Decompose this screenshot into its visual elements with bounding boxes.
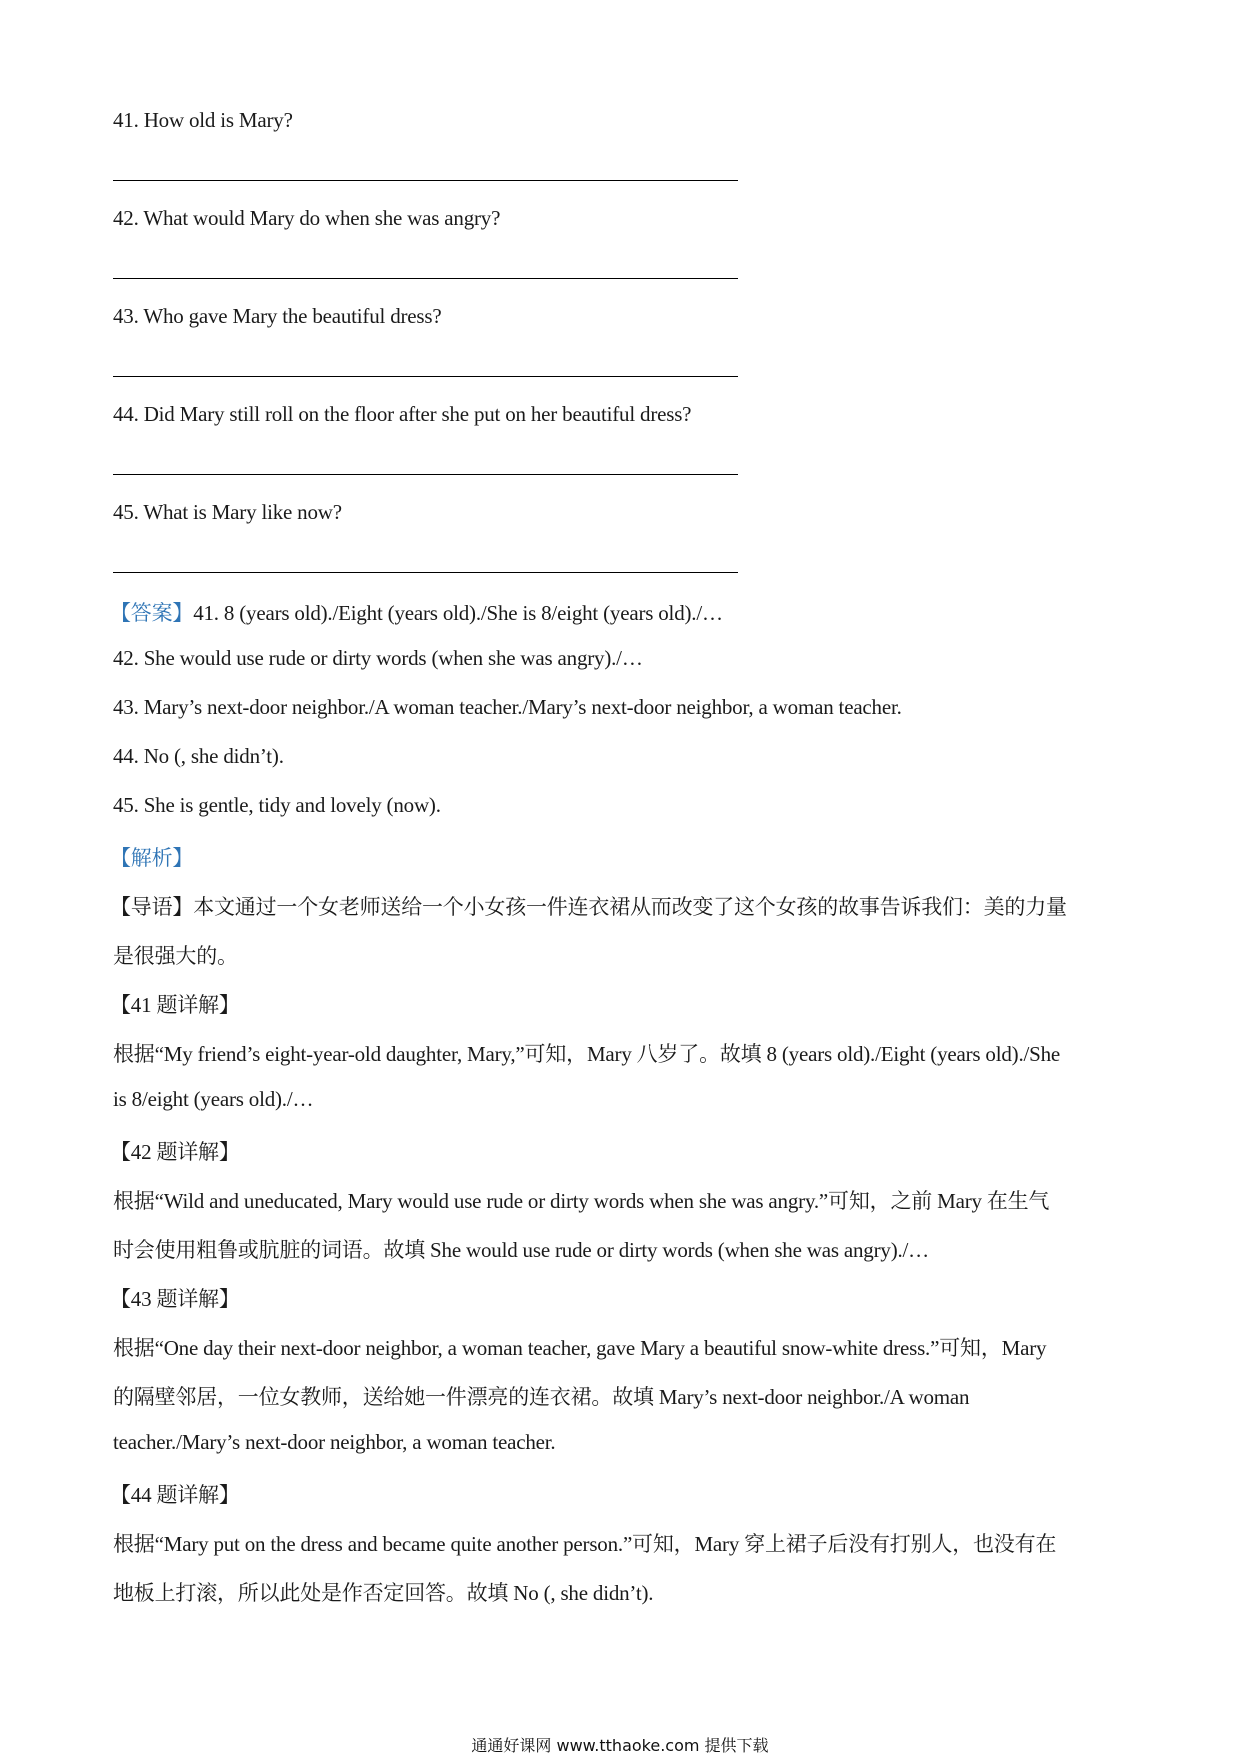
question-43: 43. Who gave Mary the beautiful dress? bbox=[113, 304, 442, 328]
q44-line-1: 根据“Mary put on the dress and became quite another person.”可知，Mary 穿上裙子后没有打别人，也没有在 bbox=[113, 1532, 1057, 1556]
q43-line-3: teacher./Mary’s next-door neighbor, a woman teacher. bbox=[113, 1430, 556, 1454]
answer-tag: 【答案】 bbox=[110, 601, 194, 625]
answer-blank-45 bbox=[113, 572, 738, 573]
q41-title: 【41 题详解】 bbox=[110, 993, 240, 1017]
answer-43: 43. Mary’s next-door neighbor./A woman teacher./Mary’s next-door neighbor, a woman teacher. bbox=[113, 695, 902, 719]
q41-line-2: is 8/eight (years old)./… bbox=[113, 1087, 314, 1111]
answer-blank-44 bbox=[113, 474, 738, 475]
answer-blank-43 bbox=[113, 376, 738, 377]
answer-42: 42. She would use rude or dirty words (when she was angry)./… bbox=[113, 646, 643, 670]
q42-line-1: 根据“Wild and uneducated, Mary would use rude or dirty words when she was angry.”可知，之前 Mary 在生气 bbox=[113, 1189, 1050, 1213]
question-45: 45. What is Mary like now? bbox=[113, 500, 342, 524]
answer-44: 44. No (, she didn’t). bbox=[113, 744, 284, 768]
q43-line-2: 的隔壁邻居，一位女教师，送给她一件漂亮的连衣裙。故填 Mary’s next-door neighbor./A woman bbox=[113, 1385, 970, 1409]
answer-45: 45. She is gentle, tidy and lovely (now). bbox=[113, 793, 441, 817]
analysis-tag: 【解析】 bbox=[110, 846, 194, 870]
answer-41-line bbox=[110, 597, 723, 627]
guide-line-1: 【导语】本文通过一个女老师送给一个小女孩一件连衣裙从而改变了这个女孩的故事告诉我们：美的力量 bbox=[110, 895, 1067, 919]
q42-title: 【42 题详解】 bbox=[110, 1140, 240, 1164]
q44-title: 【44 题详解】 bbox=[110, 1483, 240, 1507]
guide-line-2: 是很强大的。 bbox=[113, 944, 238, 968]
q42-line-2: 时会使用粗鲁或肮脏的词语。故填 She would use rude or dirty words (when she was angry)./… bbox=[113, 1238, 929, 1262]
answer-41: 41. 8 (years old)./Eight (years old)./She is 8/eight (years old)./… bbox=[193, 601, 723, 625]
question-44: 44. Did Mary still roll on the floor after she put on her beautiful dress? bbox=[113, 402, 692, 426]
q43-line-1: 根据“One day their next-door neighbor, a woman teacher, gave Mary a beautiful snow-white dress.”可知，Mary bbox=[113, 1336, 1047, 1360]
answer-blank-42 bbox=[113, 278, 738, 279]
q41-line-1: 根据“My friend’s eight-year-old daughter, Mary,”可知，Mary 八岁了。故填 8 (years old)./Eight (years old)./She bbox=[113, 1042, 1061, 1066]
q44-line-2: 地板上打滚，所以此处是作否定回答。故填 No (, she didn’t). bbox=[113, 1581, 654, 1605]
question-41: 41. How old is Mary? bbox=[113, 108, 293, 132]
answer-blank-41 bbox=[113, 180, 738, 181]
page-footer: 通通好课网 www.tthaoke.com 提供下载 bbox=[471, 1736, 769, 1755]
question-42: 42. What would Mary do when she was angry? bbox=[113, 206, 501, 230]
q43-title: 【43 题详解】 bbox=[110, 1287, 240, 1311]
